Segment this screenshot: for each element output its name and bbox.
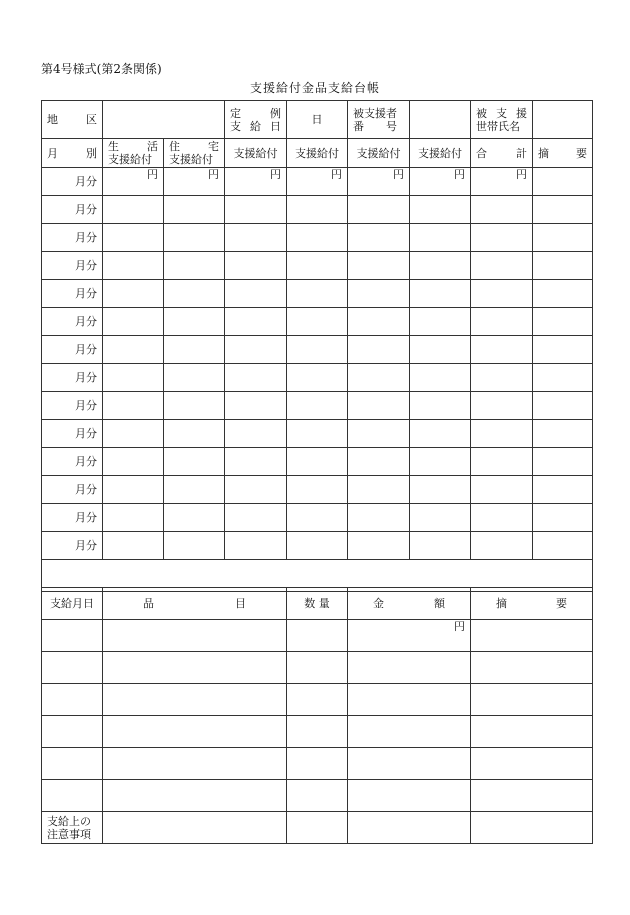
amount-cell[interactable] (410, 280, 471, 308)
amount-cell[interactable] (410, 392, 471, 420)
item-cell[interactable] (471, 684, 593, 716)
month-label: 月分 (42, 224, 103, 252)
amount-cell[interactable] (287, 448, 348, 476)
month-label: 月分 (42, 280, 103, 308)
recipient-number-label: 被支援者 番 号 (348, 101, 410, 139)
amount-cell[interactable] (103, 252, 164, 280)
amount-cell[interactable] (410, 196, 471, 224)
item-cell[interactable] (348, 684, 471, 716)
amount-cell[interactable] (225, 280, 287, 308)
payment-date-header: 支給月日 (42, 588, 103, 620)
item-cell[interactable] (348, 652, 471, 684)
month-row (42, 420, 593, 448)
amount-cell[interactable] (471, 392, 533, 420)
amount-cell[interactable] (287, 252, 348, 280)
column-header-1: 生 活 支援給付 (103, 139, 164, 168)
month-row (42, 224, 593, 252)
remarks-header: 摘 要 (471, 588, 593, 620)
document-title: 支援給付金品支給台帳 (249, 81, 380, 95)
amount-cell[interactable] (471, 448, 533, 476)
amount-cell[interactable]: 円 (410, 168, 471, 196)
amount-cell[interactable] (348, 280, 410, 308)
column-header-5: 支援給付 (348, 139, 410, 168)
amount-cell[interactable] (103, 392, 164, 420)
amount-cell[interactable] (287, 224, 348, 252)
item-cell[interactable] (103, 620, 287, 652)
amount-cell[interactable] (225, 364, 287, 392)
notes-row (42, 812, 593, 844)
month-label: 月分 (42, 392, 103, 420)
monthly-payment-table (41, 100, 593, 592)
item-cell[interactable] (42, 780, 103, 812)
amount-cell[interactable] (471, 308, 533, 336)
amount-cell[interactable] (533, 196, 593, 224)
notes-label: 支給上の 注意事項 (42, 812, 103, 844)
district-value[interactable] (103, 101, 225, 139)
item-cell[interactable] (287, 652, 348, 684)
amount-cell[interactable] (164, 532, 225, 560)
amount-cell[interactable] (471, 476, 533, 504)
item-cell[interactable]: 円 (348, 620, 471, 652)
item-cell[interactable] (103, 652, 287, 684)
item-cell[interactable] (42, 748, 103, 780)
month-row (42, 364, 593, 392)
month-rows (42, 168, 593, 560)
item-cell[interactable] (287, 620, 348, 652)
amount-cell[interactable] (287, 336, 348, 364)
day-label: 日 (287, 101, 348, 139)
amount-cell[interactable] (164, 308, 225, 336)
recipient-number-value[interactable] (410, 101, 471, 139)
amount-cell[interactable] (533, 280, 593, 308)
amount-cell[interactable] (533, 448, 593, 476)
amount-cell[interactable] (103, 476, 164, 504)
household-name-label: 被 支 援 世帯氏名 (471, 101, 533, 139)
amount-cell[interactable] (348, 476, 410, 504)
amount-cell[interactable] (164, 392, 225, 420)
amount-cell[interactable] (410, 476, 471, 504)
amount-cell[interactable] (410, 532, 471, 560)
amount-cell[interactable] (164, 476, 225, 504)
header-row (42, 101, 593, 139)
month-row (42, 336, 593, 364)
amount-cell[interactable] (410, 420, 471, 448)
month-label: 月分 (42, 336, 103, 364)
items-table (41, 587, 593, 844)
month-row (42, 392, 593, 420)
item-cell[interactable] (471, 748, 593, 780)
amount-cell[interactable] (225, 420, 287, 448)
regular-payday-label: 定 例 支 給 日 (225, 101, 287, 139)
month-label: 月分 (42, 420, 103, 448)
amount-cell[interactable]: 円 (287, 168, 348, 196)
household-name-value[interactable] (533, 101, 593, 139)
month-label: 月分 (42, 252, 103, 280)
amount-cell[interactable] (471, 532, 533, 560)
amount-cell[interactable] (471, 280, 533, 308)
amount-cell[interactable] (164, 420, 225, 448)
amount-cell[interactable] (471, 336, 533, 364)
amount-cell[interactable] (533, 392, 593, 420)
amount-cell[interactable] (410, 336, 471, 364)
item-cell[interactable] (42, 620, 103, 652)
amount-cell[interactable] (287, 196, 348, 224)
amount-cell[interactable] (533, 532, 593, 560)
amount-cell[interactable] (410, 252, 471, 280)
item-cell[interactable] (103, 780, 287, 812)
notes-cell[interactable] (103, 812, 287, 844)
amount-header: 金 額 (348, 588, 471, 620)
amount-cell[interactable] (471, 504, 533, 532)
item-cell[interactable] (103, 716, 287, 748)
item-cell[interactable] (42, 684, 103, 716)
amount-cell[interactable] (225, 448, 287, 476)
amount-cell[interactable] (164, 364, 225, 392)
amount-cell[interactable] (348, 224, 410, 252)
amount-cell[interactable] (287, 392, 348, 420)
item-cell[interactable] (348, 780, 471, 812)
amount-cell[interactable] (287, 532, 348, 560)
amount-cell[interactable]: 円 (164, 168, 225, 196)
item-cell[interactable] (287, 684, 348, 716)
item-cell[interactable] (471, 620, 593, 652)
amount-cell[interactable] (348, 364, 410, 392)
item-cell[interactable] (348, 748, 471, 780)
amount-cell[interactable] (287, 308, 348, 336)
month-label: 月分 (42, 168, 103, 196)
amount-cell[interactable] (410, 364, 471, 392)
item-cell[interactable] (471, 780, 593, 812)
item-cell[interactable] (287, 780, 348, 812)
amount-cell[interactable] (103, 308, 164, 336)
amount-cell[interactable] (533, 308, 593, 336)
amount-cell[interactable] (103, 280, 164, 308)
item-cell[interactable] (103, 748, 287, 780)
amount-cell[interactable] (225, 476, 287, 504)
form-label: 第4号様式(第2条関係) (41, 62, 162, 76)
amount-cell[interactable] (287, 280, 348, 308)
column-header-row (42, 139, 593, 168)
amount-cell[interactable] (103, 196, 164, 224)
item-row (42, 620, 593, 652)
month-label: 月分 (42, 364, 103, 392)
month-row (42, 476, 593, 504)
month-label: 月分 (42, 308, 103, 336)
amount-cell[interactable] (225, 196, 287, 224)
month-label: 月分 (42, 476, 103, 504)
column-header-3: 支援給付 (225, 139, 287, 168)
amount-cell[interactable] (533, 224, 593, 252)
amount-cell[interactable] (533, 504, 593, 532)
amount-cell[interactable] (348, 504, 410, 532)
month-row (42, 252, 593, 280)
item-cell[interactable] (287, 716, 348, 748)
amount-cell[interactable] (164, 224, 225, 252)
month-row (42, 308, 593, 336)
quantity-header: 数 量 (287, 588, 348, 620)
amount-cell[interactable] (471, 364, 533, 392)
item-cell[interactable] (103, 684, 287, 716)
amount-cell[interactable] (410, 504, 471, 532)
amount-cell[interactable] (348, 308, 410, 336)
amount-cell[interactable] (164, 336, 225, 364)
amount-cell[interactable] (410, 224, 471, 252)
amount-cell[interactable] (287, 420, 348, 448)
item-cell[interactable] (42, 652, 103, 684)
item-cell[interactable] (471, 652, 593, 684)
amount-cell[interactable] (533, 420, 593, 448)
amount-cell[interactable] (287, 476, 348, 504)
amount-cell[interactable] (348, 420, 410, 448)
amount-cell[interactable] (348, 252, 410, 280)
amount-cell[interactable] (225, 252, 287, 280)
item-row (42, 780, 593, 812)
amount-cell[interactable] (103, 420, 164, 448)
amount-cell[interactable] (225, 532, 287, 560)
item-row (42, 684, 593, 716)
month-label: 月分 (42, 504, 103, 532)
amount-cell[interactable] (287, 504, 348, 532)
column-header-6: 支援給付 (410, 139, 471, 168)
amount-cell[interactable] (103, 504, 164, 532)
column-header-4: 支援給付 (287, 139, 348, 168)
amount-cell[interactable] (103, 224, 164, 252)
month-label: 月分 (42, 196, 103, 224)
item-row (42, 748, 593, 780)
amount-cell[interactable] (348, 196, 410, 224)
amount-cell[interactable] (348, 532, 410, 560)
district-label: 地 区 (42, 101, 103, 139)
amount-cell[interactable] (164, 448, 225, 476)
amount-cell[interactable] (533, 364, 593, 392)
item-name-header: 品 目 (103, 588, 287, 620)
item-cell[interactable] (471, 716, 593, 748)
amount-cell[interactable] (164, 252, 225, 280)
amount-cell[interactable] (533, 252, 593, 280)
amount-cell[interactable] (471, 224, 533, 252)
amount-cell[interactable] (287, 364, 348, 392)
amount-cell[interactable] (103, 364, 164, 392)
amount-cell[interactable] (103, 448, 164, 476)
amount-cell[interactable] (471, 420, 533, 448)
amount-cell[interactable] (533, 168, 593, 196)
item-row (42, 652, 593, 684)
month-label: 月分 (42, 448, 103, 476)
month-row (42, 532, 593, 560)
amount-cell[interactable] (225, 308, 287, 336)
amount-cell[interactable] (348, 392, 410, 420)
amount-cell[interactable] (164, 196, 225, 224)
amount-cell[interactable] (225, 224, 287, 252)
amount-cell[interactable]: 円 (348, 168, 410, 196)
items-header-row (42, 588, 593, 620)
month-row (42, 448, 593, 476)
item-row (42, 716, 593, 748)
month-label: 月分 (42, 532, 103, 560)
month-row (42, 504, 593, 532)
amount-cell[interactable] (225, 504, 287, 532)
amount-cell[interactable] (164, 280, 225, 308)
amount-cell[interactable] (471, 252, 533, 280)
amount-cell[interactable] (348, 336, 410, 364)
column-header-7: 合 計 (471, 139, 533, 168)
amount-cell[interactable] (533, 336, 593, 364)
amount-cell[interactable] (471, 196, 533, 224)
amount-cell[interactable] (410, 308, 471, 336)
amount-cell[interactable]: 円 (471, 168, 533, 196)
item-cell[interactable] (287, 748, 348, 780)
amount-cell[interactable] (225, 392, 287, 420)
column-header-8: 摘 要 (533, 139, 593, 168)
column-header-2: 住 宅 支援給付 (164, 139, 225, 168)
amount-cell[interactable] (348, 448, 410, 476)
amount-cell[interactable]: 円 (225, 168, 287, 196)
column-header-0: 月 別 (42, 139, 103, 168)
month-row (42, 196, 593, 224)
item-rows (42, 620, 593, 812)
item-cell[interactable] (348, 716, 471, 748)
amount-cell[interactable] (103, 532, 164, 560)
amount-cell[interactable] (533, 476, 593, 504)
month-row (42, 280, 593, 308)
month-row (42, 168, 593, 196)
amount-cell[interactable] (225, 336, 287, 364)
item-cell[interactable] (42, 716, 103, 748)
amount-cell[interactable] (164, 504, 225, 532)
amount-cell[interactable] (103, 336, 164, 364)
amount-cell[interactable]: 円 (103, 168, 164, 196)
amount-cell[interactable] (410, 448, 471, 476)
